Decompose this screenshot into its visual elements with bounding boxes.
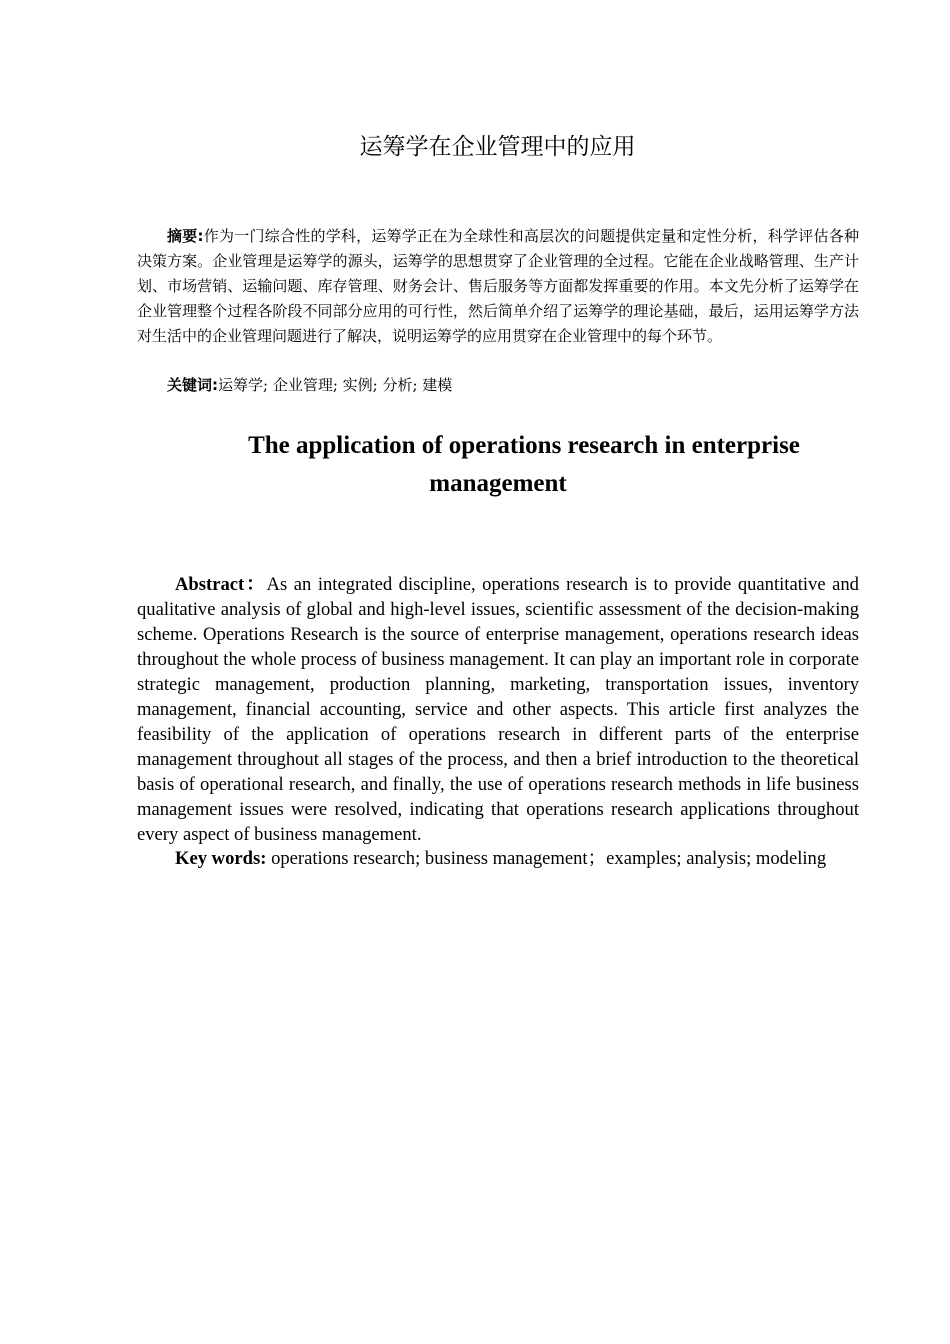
english-title-line-2: management [429,470,567,497]
chinese-keywords [167,373,867,398]
chinese-keywords-text: 运筹学; 企业管理; 实例; 分析; 建模 [218,376,453,394]
english-abstract-text: As an integrated discipline, operations research is to provide quantitative and qualitative analysis of global and high-level issues, scientific assessment of the decision-making scheme. Operations Research is the source of enterprise management, operations research ideas throughout the whole process of business management. It can play an important role in corporate strategic management, production planning, marketing, transportation issues, inventory management, financial accounting, service and other aspects. This article first analyzes the feasibility of the application of operations research in different parts of the enterprise management throughout all stages of the process, and then a brief introduction to the theoretical basis of operational research, and finally, the use of operations research methods in life business management issues were resolved, indicating that operations research applications throughout every aspect of business management. [137,574,859,845]
english-keywords-label: Key words: [175,848,267,869]
english-abstract [137,572,859,847]
english-keywords [175,846,875,871]
chinese-abstract-text: 作为一门综合性的学科，运筹学正在为全球性和高层次的问题提供定量和定性分析，科学评估各种决策方案。企业管理是运筹学的源头，运筹学的思想贯穿了企业管理的全过程。它能在企业战略管理、生产计划、市场营销、运输问题、库存管理、财务会计、售后服务等方面都发挥重要的作用。本文先分析了运筹学在企业管理整个过程各阶段不同部分应用的可行性，然后简单介绍了运筹学的理论基础，最后，运用运筹学方法对生活中的企业管理问题进行了解决，说明运筹学的应用贯穿在企业管理中的每个环节。 [137,227,860,345]
chinese-keywords-label: 关键词: [167,376,218,394]
english-abstract-label: Abstract： [175,574,267,595]
chinese-abstract-label: 摘要: [167,227,204,245]
chinese-abstract [137,224,859,349]
chinese-title: 运筹学在企业管理中的应用 [359,134,636,160]
english-keywords-text: operations research; business management；examples; analysis; modeling [266,848,827,869]
english-title-line-1: The application of operations research in enterprise [248,432,800,459]
english-title [137,427,859,503]
